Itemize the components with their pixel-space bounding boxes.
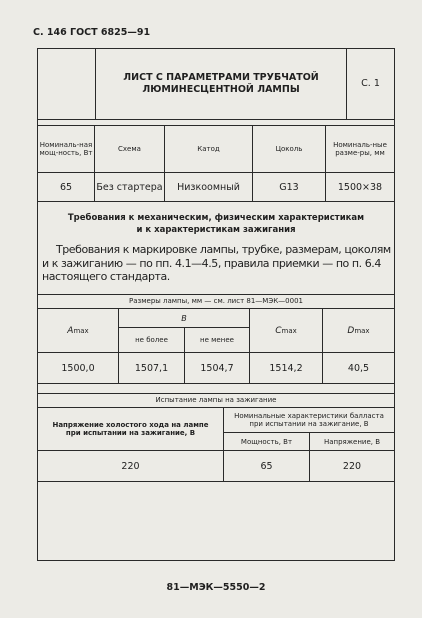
dim-d-symbol: D bbox=[347, 325, 355, 336]
table1-bottom bbox=[37, 201, 395, 202]
ignition-value-voltage: 220 bbox=[121, 460, 140, 472]
sheet-title-line1: ЛИСТ С ПАРАМЕТРАМИ ТРУБЧАТОЙ bbox=[123, 71, 319, 83]
dim-header-b-not-less: не менее bbox=[200, 336, 234, 344]
dim-value-c-max: 1514,2 bbox=[269, 362, 303, 374]
ignition-title: Испытание лампы на зажигание bbox=[155, 396, 277, 404]
table1-header-dimensions: Номиналь-ные разме-ры, мм bbox=[333, 141, 387, 157]
table1-header-scheme: Схема bbox=[118, 145, 141, 153]
ignition-header-volt: Напряжение, В bbox=[323, 437, 381, 446]
ignition-header-power: Мощность, Вт bbox=[240, 437, 293, 446]
dim-c-sub: max bbox=[281, 326, 297, 335]
ignition-value-volt: 220 bbox=[342, 460, 362, 472]
requirements-paragraph: Требования к маркировке лампы, трубке, размерам, цоколям и к зажиганию — по пп. 4.1—4.5, правила приемки — по п. 6.4 настоящего стандарта. bbox=[42, 243, 391, 283]
table1-header-power: Номиналь-ная мощ-ность, Вт bbox=[39, 141, 93, 157]
table1-cell-cathode: Низкоомный bbox=[177, 181, 240, 193]
table1-cell-scheme: Без стартера bbox=[96, 181, 163, 193]
dimensions-title: Размеры лампы, мм — см. лист 81—МЭК—0001 bbox=[129, 297, 303, 305]
table1-cell-base: G13 bbox=[279, 181, 299, 193]
table1-header-cathode: Катод bbox=[197, 145, 220, 153]
ign-bottom bbox=[37, 481, 395, 482]
page-reference: С. 146 ГОСТ 6825—91 bbox=[33, 27, 151, 38]
footer-code: 81—МЭК—5550—2 bbox=[166, 582, 266, 593]
table1-cell-power: 65 bbox=[59, 181, 73, 193]
dim-d-sub: max bbox=[354, 326, 370, 335]
dim-header-a-max bbox=[38, 309, 118, 352]
dim-value-b-not-less: 1504,7 bbox=[200, 362, 234, 374]
dim-header-b-not-more: не более bbox=[135, 336, 168, 344]
sheet-title-line2: ЛЮМИНЕСЦЕНТНОЙ ЛАМПЫ bbox=[142, 83, 300, 95]
dim-header-c-max bbox=[250, 309, 322, 352]
requirements-title-line2: и к характеристикам зажигания bbox=[136, 225, 296, 235]
dim-bottom bbox=[37, 383, 395, 384]
sheet-title bbox=[96, 48, 346, 119]
ignition-value-power: 65 bbox=[260, 460, 273, 472]
table1-cell-dimensions: 1500×38 bbox=[337, 181, 383, 193]
dim-a-sub: max bbox=[73, 326, 89, 335]
dim-a-symbol: A bbox=[67, 325, 74, 336]
requirements-title-line1: Требования к механическим, физическим характеристикам bbox=[67, 213, 365, 223]
ignition-header-voltage: Напряжение холостого хода на лампе при испытании на зажигание, В bbox=[52, 421, 209, 437]
title-bottom-border bbox=[37, 119, 395, 120]
dim-header-b: B bbox=[181, 313, 187, 323]
ignition-header-ballast: Номинальные характеристики балласта при испытании на зажигание, В bbox=[234, 412, 384, 428]
sheet-page-number: С. 1 bbox=[361, 78, 380, 89]
dim-c-symbol: C bbox=[275, 325, 282, 336]
dim-value-d-max: 40,5 bbox=[347, 362, 370, 374]
dim-header-d-max bbox=[323, 309, 394, 352]
requirements-title bbox=[38, 212, 394, 236]
table1-header-base: Цоколь bbox=[275, 145, 303, 153]
dim-value-a-max: 1500,0 bbox=[61, 362, 95, 374]
frame-bottom-border bbox=[37, 560, 395, 561]
dim-value-b-not-more: 1507,1 bbox=[134, 362, 169, 374]
